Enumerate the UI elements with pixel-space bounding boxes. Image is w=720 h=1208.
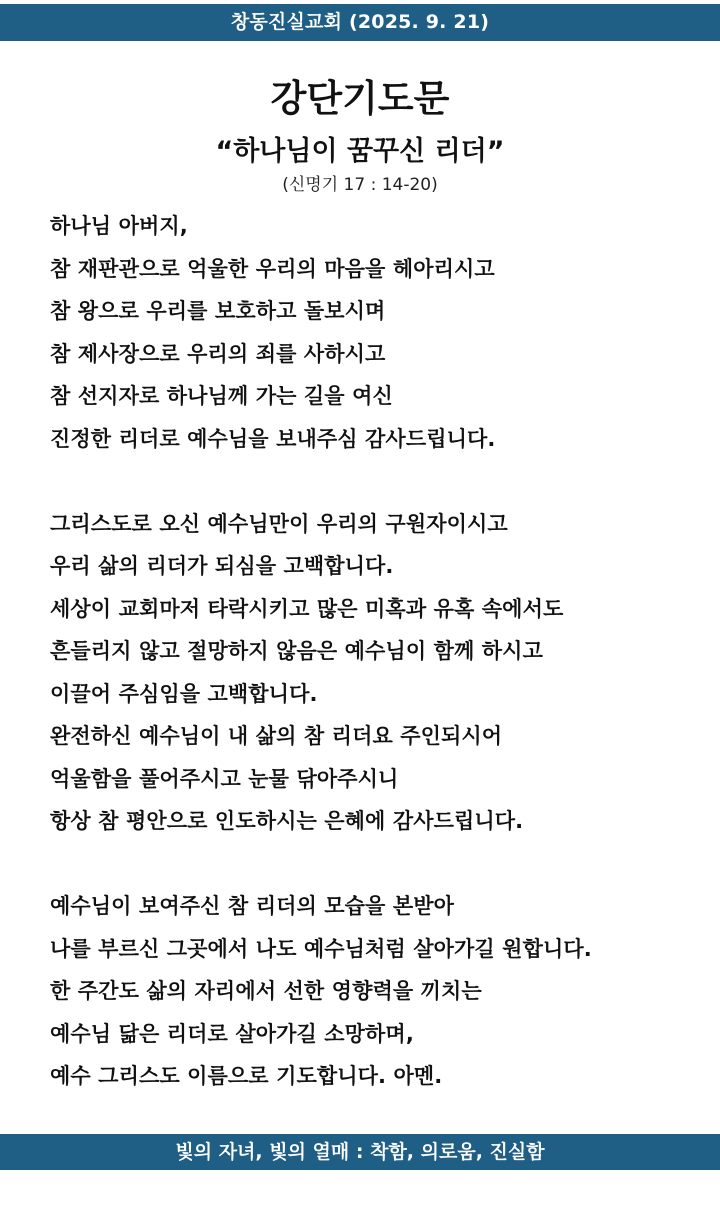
prayer-line: 참 선지자로 하나님께 가는 길을 여신 [50,384,393,408]
prayer-line: 세상이 교회마저 타락시키고 많은 미혹과 유혹 속에서도 [50,596,564,621]
prayer-line: 억울함을 풀어주시고 눈물 닦아주시니 [50,766,399,791]
prayer-line: 한 주간도 삶의 자리에서 선한 영향력을 끼치는 [50,979,482,1003]
page-subtitle: “하나님이 꿈꾸신 리더” [215,136,505,167]
prayer-line: 참 재판관으로 억울한 우리의 마음을 헤아리시고 [50,256,495,281]
prayer-line: 참 왕으로 우리를 보호하고 돌보시며 [50,299,386,323]
footer-banner: 빛의 자녀, 빛의 열매 : 착함, 의로움, 진실함 [0,1134,720,1170]
header-banner: 창동진실교회 (2025. 9. 21) [0,4,720,41]
prayer-line: 예수님이 보여주신 참 리더의 모습을 본받아 [50,894,455,918]
prayer-line: 나를 부르신 그곳에서 나도 예수님처럼 살아가길 원합니다. [50,936,592,961]
prayer-line: 예수 그리스도 이름으로 기도합니다. 아멘. [50,1064,443,1088]
prayer-line: 하나님 아버지, [50,214,188,238]
prayer-blank-line [50,843,710,886]
prayer-line: 우리 삶의 리더가 되심을 고백합니다. [50,554,394,578]
prayer-line: 이끌어 주심임을 고백합니다. [50,681,318,706]
prayer-body [50,205,710,1098]
prayer-line: 진정한 리더로 예수님을 보내주심 감사드립니다. [50,426,496,451]
prayer-line: 예수님 닮은 리더로 살아가길 소망하며, [50,1021,414,1046]
page-title: 강단기도문 [270,77,450,120]
prayer-line: 흔들리지 않고 절망하지 않음은 예수님이 함께 하시고 [50,639,543,663]
prayer-line: 그리스도로 오신 예수님만이 우리의 구원자이시고 [50,511,508,536]
prayer-line: 항상 참 평안으로 인도하시는 은혜에 감사드립니다. [50,809,524,833]
scripture-reference: (신명기 17 : 14-20) [282,175,438,195]
prayer-blank-line [50,460,710,503]
prayer-line: 참 제사장으로 우리의 죄를 사하시고 [50,341,386,366]
prayer-line: 완전하신 예수님이 내 삶의 참 리더요 주인되시어 [50,724,503,748]
